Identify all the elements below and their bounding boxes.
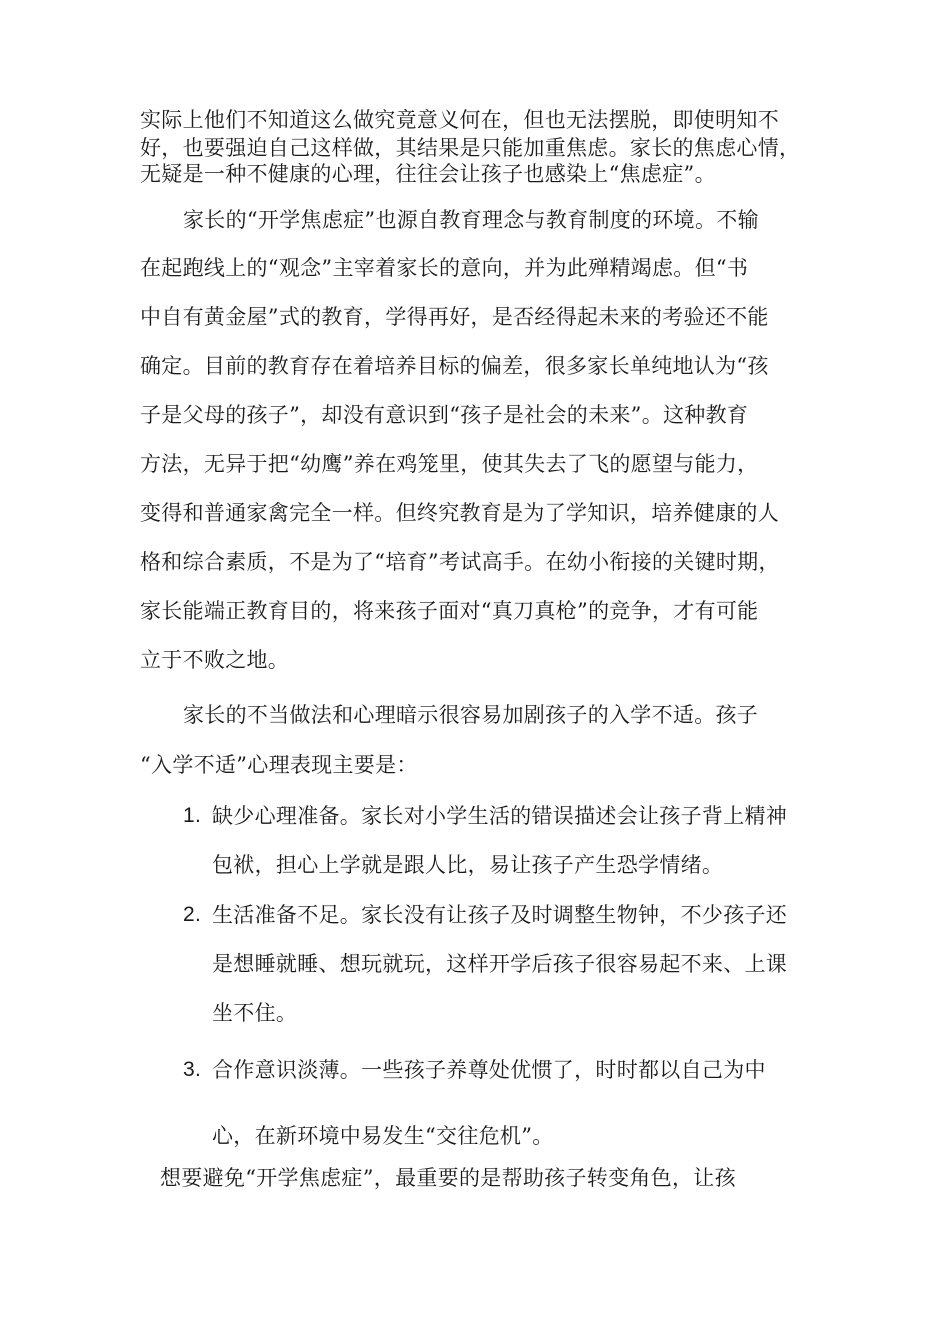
list-number: 2. (183, 903, 202, 926)
text-line: 家长能端正教育目的，将来孩子面对“真刀真枪”的竞争，才有可能 (140, 599, 759, 623)
text-line: 方法，无异于把“幼鹰”养在鸡笼里，使其失去了飞的愿望与能力， (140, 452, 759, 476)
text-line: 包袱，担心上学就是跟人比，易让孩子产生恐学情绪。 (212, 853, 724, 877)
text-line: 立于不败之地。 (140, 648, 290, 672)
text-line: 坐不住。 (212, 1001, 298, 1025)
text-line: 确定。目前的教育存在着培养目标的偏差，很多家长单纯地认为“孩 (140, 354, 769, 378)
text-line: 生活准备不足。家长没有让孩子及时调整生物钟，不少孩子还 (212, 903, 788, 927)
text-line: 合作意识淡薄。一些孩子养尊处优惯了，时时都以自己为中 (212, 1058, 766, 1082)
list-number: 3. (183, 1058, 202, 1081)
text-line: 好，也要强迫自己这样做，其结果是只能加重焦虑。家长的焦虑心情， (140, 136, 801, 160)
text-line: 中自有黄金屋”式的教育，学得再好，是否经得起未来的考验还不能 (140, 305, 769, 329)
text-line: 变得和普通家禽完全一样。但终究教育是为了学知识，培养健康的人 (140, 501, 779, 525)
text-line: 子是父母的孩子”，却没有意识到“孩子是社会的未来”。这种教育 (140, 403, 749, 427)
text-line: 无疑是一种不健康的心理，往往会让孩子也感染上“焦虑症”。 (140, 162, 716, 186)
text-line: 家长的不当做法和心理暗示很容易加剧孩子的入学不适。孩子 (183, 703, 759, 727)
text-line: 实际上他们不知道这么做究竟意义何在，但也无法摆脱，即使明知不 (140, 108, 779, 132)
text-line: “入学不适”心理表现主要是： (140, 753, 418, 777)
text-line: 家长的“开学焦虑症”也源自教育理念与教育制度的环境。不输 (183, 208, 759, 232)
text-line: 是想睡就睡、想玩就玩，这样开学后孩子很容易起不来、上课 (212, 952, 788, 976)
list-number: 1. (183, 804, 202, 827)
text-line: 缺少心理准备。家长对小学生活的错误描述会让孩子背上精神 (212, 804, 788, 828)
text-line: 格和综合素质，不是为了“培育”考试高手。在幼小衔接的关键时期， (140, 550, 780, 574)
text-line: 在起跑线上的“观念”主宰着家长的意向，并为此殚精竭虑。但“书 (140, 256, 749, 280)
text-line: 心，在新环境中易发生“交往危机”。 (212, 1124, 554, 1148)
text-line: 想要避免“开学焦虑症”，最重要的是帮助孩子转变角色，让孩 (160, 1166, 736, 1190)
